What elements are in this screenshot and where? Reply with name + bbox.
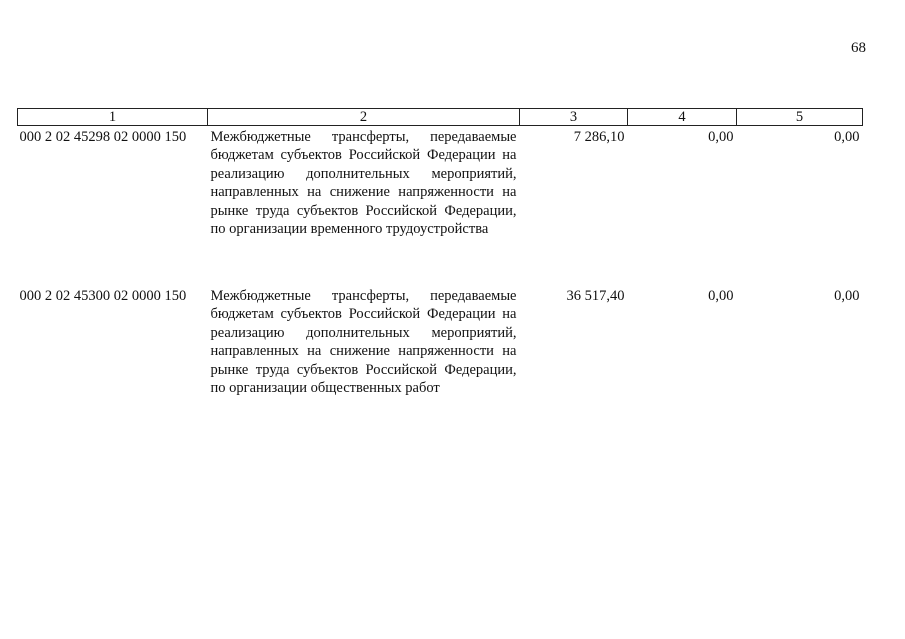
budget-description: Межбюджетные трансферты, передаваемые бюджетам субъектов Российской Федерации на реализацию дополнительных мероприятий, направленных на снижение напряженности на рынке труда субъектов Российской Федерации, по организации общественных работ (210, 288, 517, 397)
table-row (18, 285, 863, 437)
budget-code: 000 2 02 45298 02 0000 150 (19, 129, 187, 145)
value-col5: 0,00 (834, 129, 860, 145)
budget-table (17, 108, 863, 437)
table-row (18, 126, 863, 286)
column-header-2: 2 (208, 109, 520, 126)
column-header-5: 5 (737, 109, 863, 126)
column-header-1: 1 (18, 109, 208, 126)
value-col3: 7 286,10 (573, 129, 625, 145)
column-header-4: 4 (628, 109, 737, 126)
budget-code: 000 2 02 45300 02 0000 150 (19, 288, 187, 304)
budget-description: Межбюджетные трансферты, передаваемые бюджетам субъектов Российской Федерации на реализацию дополнительных мероприятий, направленных на снижение напряженности на рынке труда субъектов Российской Федерации, по организации временного трудоустройства (210, 129, 517, 238)
value-col3: 36 517,40 (566, 288, 625, 304)
page-number: 68 (851, 40, 866, 56)
value-col4: 0,00 (708, 288, 734, 304)
value-col4: 0,00 (708, 129, 734, 145)
table-header-row (18, 109, 863, 126)
value-col5: 0,00 (834, 288, 860, 304)
column-header-3: 3 (520, 109, 628, 126)
